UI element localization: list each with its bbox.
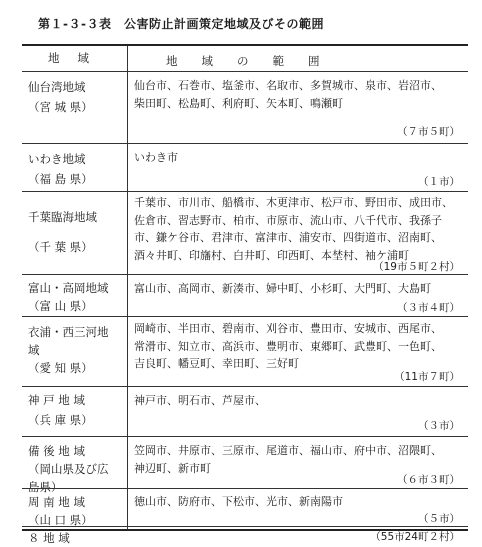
area-prefecture: （岡山県及び広 (28, 462, 109, 476)
range-line: いわき市 (134, 151, 178, 164)
area-name: 神 戸 地 域 (28, 393, 85, 407)
area-prefecture: （千 葉 県） (28, 240, 93, 254)
table-row (22, 71, 468, 143)
range-count: （55市24町２村） (370, 531, 460, 543)
range-line: 神辺町、新市町 (134, 461, 211, 475)
range-line: 千葉市、市川市、船橋市、木更津市、松戸市、野田市、成田市、 (134, 196, 453, 209)
range-count: （１市） (418, 176, 460, 188)
area-prefecture: （宮 城 県） (28, 100, 93, 114)
area-name: ８ 地 域 (28, 531, 70, 545)
area-name: 富山・高岡地域 (28, 281, 109, 295)
area-prefecture: （兵 庫 県） (28, 413, 93, 427)
range-count: （11市７町） (394, 371, 460, 383)
range-count: （６市３町） (397, 474, 460, 486)
table-title: 第１-３-３表 公害防止計画策定地域及びその範囲 (38, 17, 324, 31)
area-prefecture: （富 山 県） (28, 299, 93, 313)
header-range: 地域の範囲 (166, 54, 344, 68)
area-prefecture: （山 口 県） (28, 513, 93, 527)
header-row (22, 46, 468, 71)
range-count: （７市５町） (397, 126, 460, 138)
table-row (22, 143, 468, 191)
area-prefecture: 島県） (28, 480, 63, 494)
header-area: 地域 (48, 51, 107, 65)
table-row (22, 526, 468, 545)
area-name: 仙台湾地域 (28, 80, 86, 94)
table-row (22, 274, 468, 316)
area-name: 衣浦・西三河地 (28, 325, 109, 339)
range-line: 仙台市、石巻市、塩釜市、名取市、多賀城市、泉市、岩沼市、 (134, 79, 442, 92)
table-row (22, 316, 468, 386)
range-count: （５市） (418, 513, 460, 525)
area-prefecture: （愛 知 県） (28, 361, 93, 375)
table-row (22, 488, 468, 526)
range-count: （３市４町） (397, 302, 460, 314)
range-line: 柴田町、松島町、利府町、矢本町、鳴瀬町 (134, 96, 343, 110)
table-row (22, 436, 468, 494)
range-line: 市、鎌ケ谷市、君津市、富津市、浦安市、四街道市、沼南町、 (134, 231, 442, 244)
range-line: 神戸市、明石市、芦屋市、 (134, 394, 266, 407)
range-line: 佐倉市、習志野市、柏市、市原市、流山市、八千代市、我孫子 (134, 213, 442, 227)
range-line: 徳山市、防府市、下松市、光市、新南陽市 (134, 495, 343, 508)
area-name: 備 後 地 域 (28, 444, 85, 458)
area-name: 千葉臨海地域 (28, 210, 97, 224)
area-name: 域 (28, 343, 40, 357)
range-count: （19市５町２村） (373, 261, 460, 273)
table-row (22, 191, 468, 274)
area-name: いわき地域 (28, 152, 86, 166)
pollution-plan-table (22, 44, 468, 545)
table-row (22, 386, 468, 436)
range-line: 笠岡市、井原市、三原市、尾道市、福山市、府中市、沼隈町、 (134, 444, 442, 457)
range-line: 酒々井町、印旛村、白井町、印西町、本埜村、袖ケ浦町 (134, 248, 409, 262)
range-line: 岡崎市、半田市、碧南市、刈谷市、豊田市、安城市、西尾市、 (134, 322, 442, 335)
range-line: 常滑市、知立市、高浜市、豊明市、東郷町、武豊町、一色町、 (134, 339, 442, 353)
range-line: 富山市、高岡市、新湊市、婦中町、小杉町、大門町、大島町 (134, 282, 431, 295)
range-count: （３市） (418, 420, 460, 432)
area-prefecture: （福 島 県） (28, 172, 93, 186)
range-line: 吉良町、幡豆町、幸田町、三好町 (134, 357, 299, 370)
area-name: 周 南 地 域 (28, 495, 85, 509)
